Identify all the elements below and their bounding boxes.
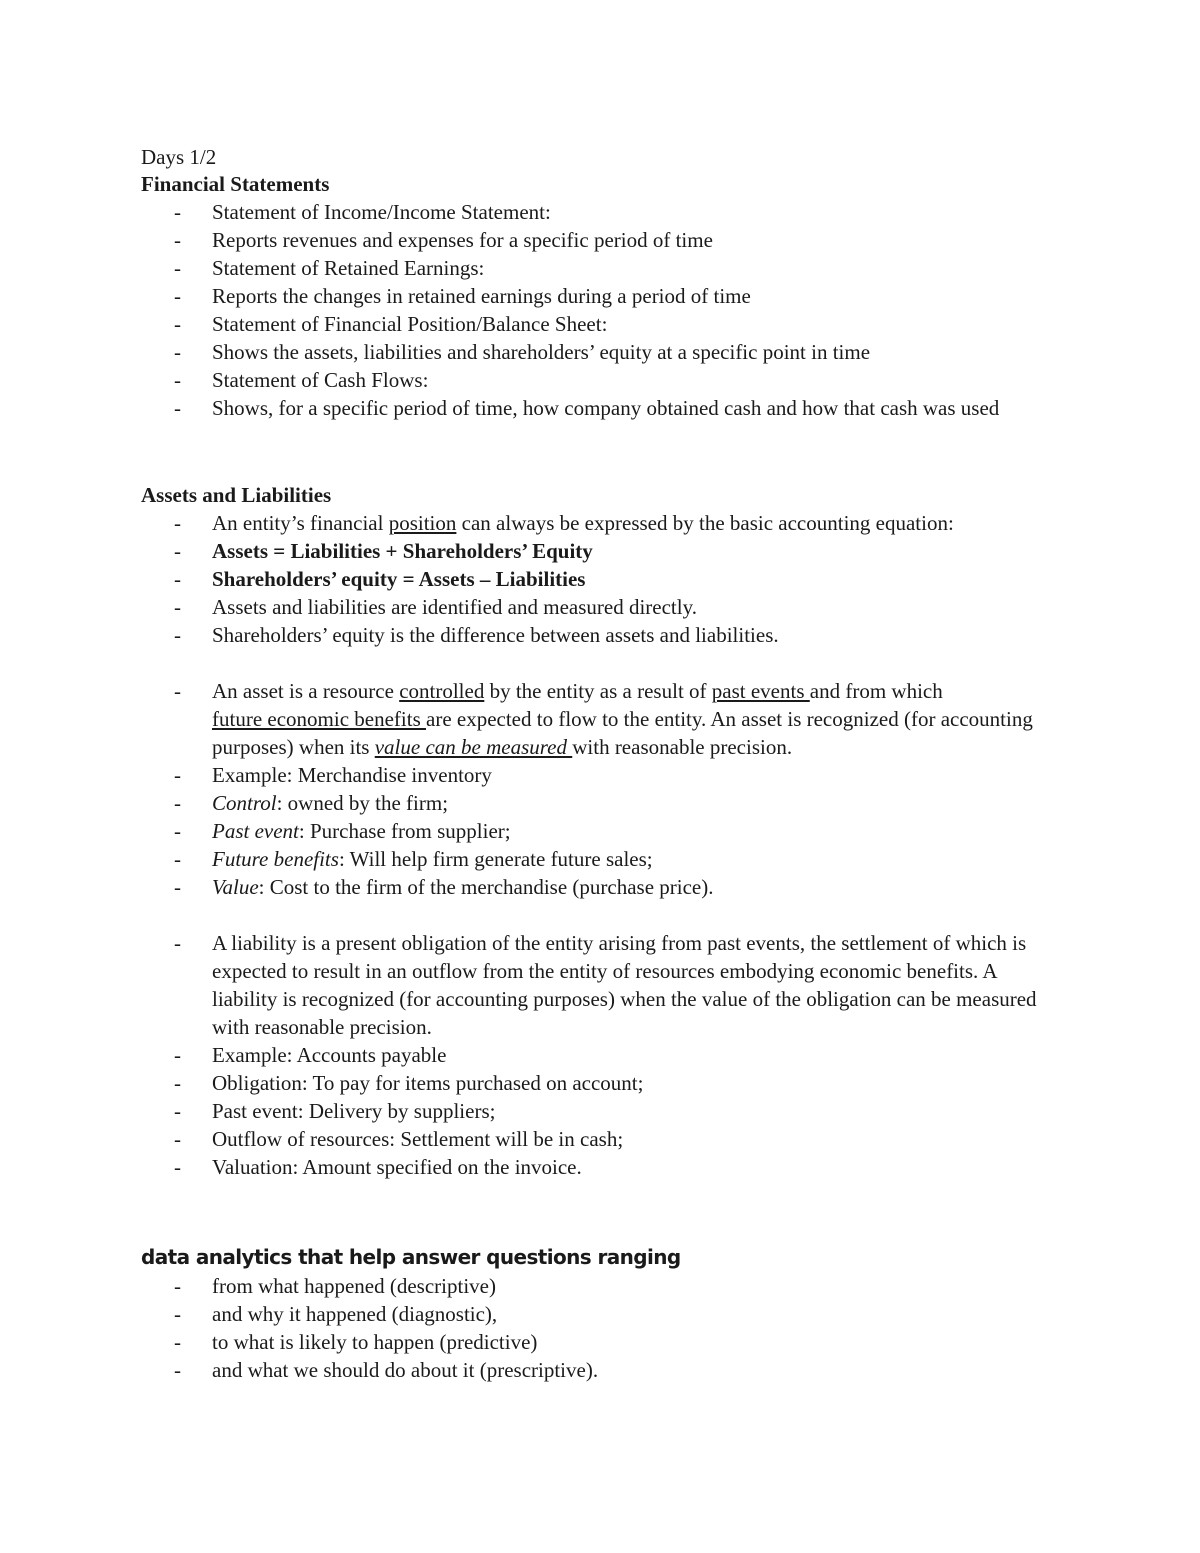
bullet-dash: - <box>174 1127 181 1151</box>
list-item: - Future benefits: Will help firm generate future sales; <box>174 847 653 871</box>
bullet-dash: - <box>174 1099 181 1123</box>
bullet-dash: - <box>174 567 181 591</box>
bullet-dash: - <box>174 875 181 899</box>
assets-liabilities-list <box>0 509 1200 1181</box>
bullet-dash: - <box>174 340 181 364</box>
bullet-dash: - <box>174 679 181 703</box>
list-item <box>0 565 1200 593</box>
list-item: - Statement of Retained Earnings: <box>174 256 485 280</box>
list-item: - Past event: Delivery by suppliers; <box>174 1099 496 1123</box>
bullet-dash: - <box>174 312 181 336</box>
list-item: - Statement of Financial Position/Balance Sheet: <box>174 312 608 336</box>
list-item: - Assets and liabilities are identified and measured directly. <box>174 595 697 619</box>
bullet-dash: - <box>174 1043 181 1067</box>
bullet-dash: - <box>174 1358 181 1382</box>
accounting-equation: Assets = Liabilities + Shareholders’ Equity <box>212 539 593 563</box>
list-item: - Shows the assets, liabilities and shareholders’ equity at a specific point in time <box>174 340 871 364</box>
bullet-dash: - <box>174 368 181 392</box>
list-item: - Reports the changes in retained earnings during a period of time <box>174 284 751 308</box>
bullet-dash: - <box>174 539 181 563</box>
blank-line <box>0 649 1200 677</box>
bullet-dash: - <box>174 1330 181 1354</box>
bullet-dash: - <box>174 1274 181 1298</box>
list-item: - Example: Accounts payable <box>174 1043 447 1067</box>
list-item: - and what we should do about it (prescriptive). <box>174 1358 599 1382</box>
list-item <box>0 929 1200 1041</box>
list-item: - Control: owned by the firm; <box>174 791 449 815</box>
bullet-dash: - <box>174 1302 181 1326</box>
bullet-dash: - <box>174 256 181 280</box>
equity-equation: Shareholders’ equity = Assets – Liabilities <box>212 567 586 591</box>
data-analytics-heading: data analytics that help answer questions ranging <box>141 1245 681 1269</box>
list-item: - Statement of Income/Income Statement: <box>174 200 551 224</box>
financial-statements-list <box>0 198 1200 422</box>
list-item: - from what happened (descriptive) <box>174 1274 496 1298</box>
liability-definition: A liability is a present obligation of the entity arising from past events, the settlement of which is expected to result in an outflow from the entity of resources embodying economic benefits. A liability is recognized (for accounting purposes) when the value of the obligation can be measured with reasonable precision. <box>212 931 1037 1039</box>
list-item: - Past event: Purchase from supplier; <box>174 819 511 843</box>
bullet-dash: - <box>174 284 181 308</box>
underlined-term: position <box>388 511 457 535</box>
list-item: - Reports revenues and expenses for a specific period of time <box>174 228 713 252</box>
financial-statements-heading: Financial Statements <box>141 172 330 196</box>
bullet-dash: - <box>174 819 181 843</box>
list-item <box>0 677 1200 761</box>
asset-definition: An asset is a resource controlled by the entity as a result of past events and from which future economic benefits are expected to flow to the entity. An asset is recognized (for accounting purposes) when its value can be measured with reasonable precision. <box>212 679 1033 759</box>
list-item: - An entity’s financial position can always be expressed by the basic accounting equation: <box>174 511 954 535</box>
list-item: - Statement of Cash Flows: <box>174 368 429 392</box>
list-item: - Value: Cost to the firm of the merchandise (purchase price). <box>174 875 714 899</box>
list-item: - Shows, for a specific period of time, how company obtained cash and how that cash was used <box>174 396 1000 420</box>
bullet-dash: - <box>174 791 181 815</box>
bullet-dash: - <box>174 396 181 420</box>
bullet-dash: - <box>174 1071 181 1095</box>
document-title: Days 1/2 <box>141 145 217 169</box>
list-item: - Shareholders’ equity is the difference between assets and liabilities. <box>174 623 779 647</box>
bullet-dash: - <box>174 228 181 252</box>
list-item <box>0 537 1200 565</box>
bullet-dash: - <box>174 847 181 871</box>
assets-liabilities-heading: Assets and Liabilities <box>141 483 332 507</box>
bullet-dash: - <box>174 511 181 535</box>
list-item: - and why it happened (diagnostic), <box>174 1302 498 1326</box>
list-item: - to what is likely to happen (predictive) <box>174 1330 538 1354</box>
bullet-dash: - <box>174 763 181 787</box>
list-item: - Outflow of resources: Settlement will be in cash; <box>174 1127 624 1151</box>
bullet-dash: - <box>174 623 181 647</box>
list-item: - Example: Merchandise inventory <box>174 763 492 787</box>
bullet-dash: - <box>174 595 181 619</box>
blank-line <box>0 901 1200 929</box>
list-item: - Obligation: To pay for items purchased on account; <box>174 1071 644 1095</box>
list-item: - Valuation: Amount specified on the invoice. <box>174 1155 582 1179</box>
bullet-dash: - <box>174 200 181 224</box>
bullet-dash: - <box>174 931 181 955</box>
data-analytics-list <box>0 1272 1200 1384</box>
bullet-dash: - <box>174 1155 181 1179</box>
